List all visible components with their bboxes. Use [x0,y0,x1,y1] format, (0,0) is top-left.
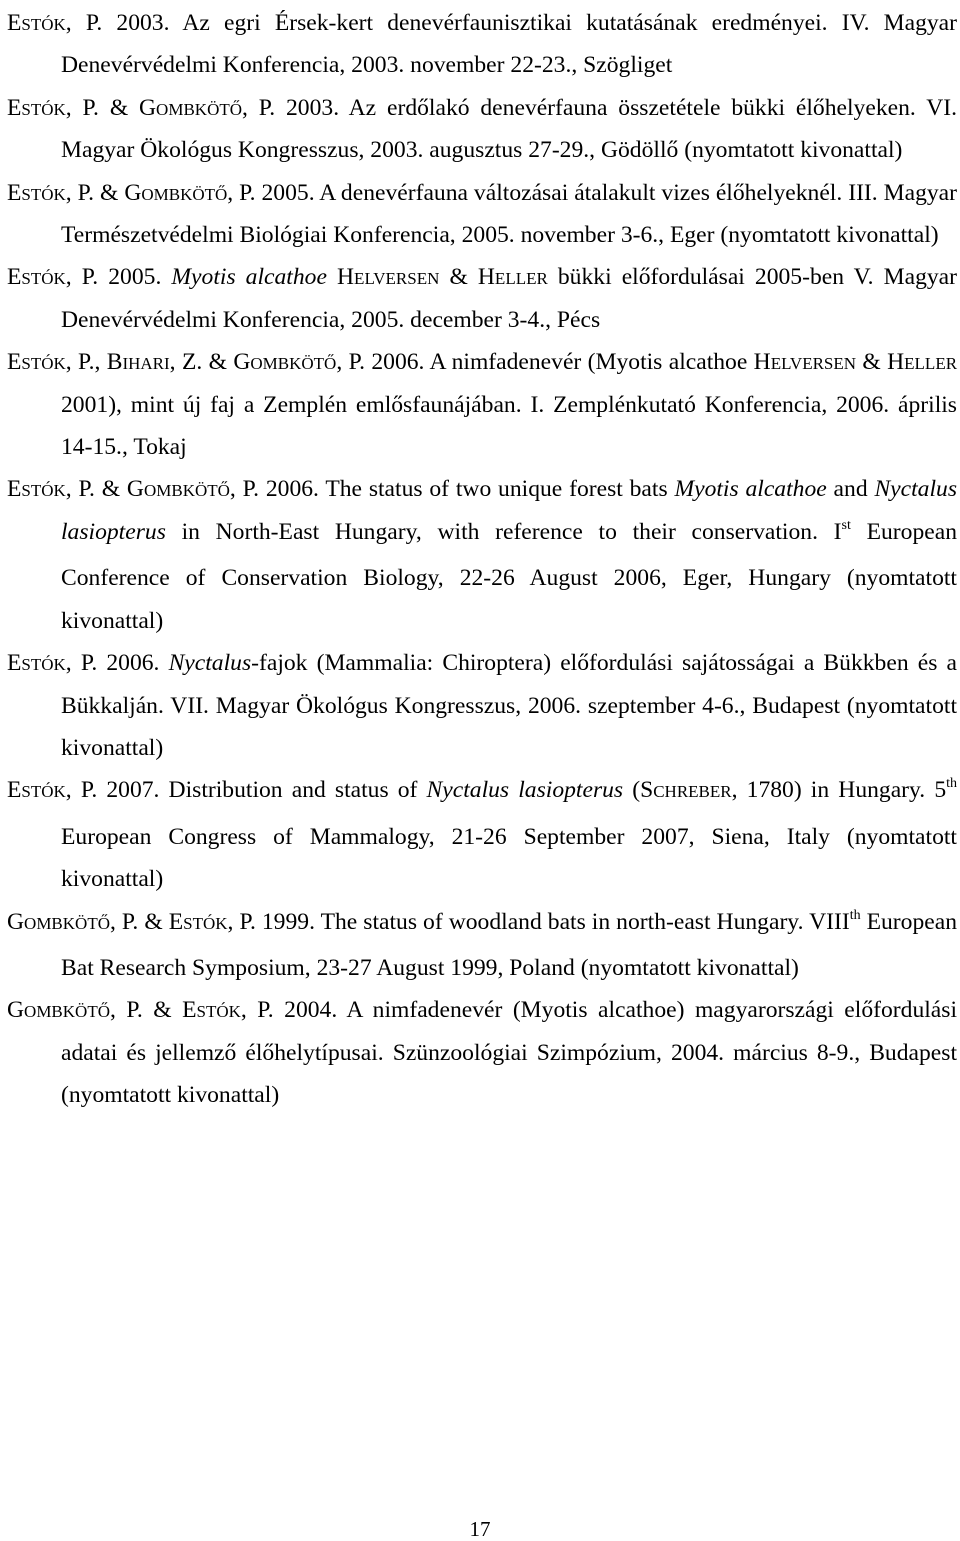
reference-text: European Conference of Conservation Biology, 22-26 August 2006, Eger, Hungary (nyomtatott kivonattal) [61,518,957,634]
reference-text: 1999. The status of woodland bats in north-east Hungary. VIII [255,908,850,935]
reference-text: & [439,264,478,291]
reference-text: in North-East Hungary, with reference to their conservation. I [165,518,842,545]
descriptor-name: Heller [477,264,548,291]
author-name: Estók, P. [7,349,95,376]
genus-name: Nyctalus [168,650,252,677]
author-name: Estók, P. [7,476,95,503]
reference-list [7,2,957,1117]
species-name: Nyctalus lasiopterus [61,476,958,545]
reference-text: 2005. [98,264,172,291]
author-name: Estók, P. [7,777,98,804]
reference-entry [7,642,957,769]
reference-text: & [202,349,234,376]
ordinal-superscript: th [849,907,861,923]
reference-text: & [94,179,125,206]
reference-text: bükki előfordulásai 2005-ben V. Magyar Denevérvédelmi Konferencia, 2005. december 3-4., Pécs [61,264,958,333]
author-name: Estók, P. [168,908,256,935]
descriptor-name: Helversen [753,349,857,376]
reference-text: 2004. A nimfadenevér (Myotis alcathoe) magyarországi előfordulási adatai és jellemző élőhelytípusai. Szünzoológiai Szimpózium, 2004. március 8-9., Budapest (nyomtatott kivonattal) [61,997,958,1109]
reference-text: 2005. A denevérfauna változásai átalakult vizes élőhelyeknél. III. Magyar Természetvédelmi Biológiai Konferencia, 2005. november 3-6., Eger (nyomtatott kivonattal) [61,179,957,249]
reference-entry [7,468,957,642]
author-name: Gombkötő, P. [233,349,365,376]
descriptor-name: Helversen [337,264,440,291]
ordinal-superscript: th [946,776,958,792]
reference-text [327,264,337,290]
descriptor-name: Schreber [640,777,732,804]
reference-entry [7,901,957,990]
author-name: Estók, P. [7,264,99,291]
reference-text: European Bat Research Symposium, 23-27 August 1999, Poland (nyomtatott kivonattal) [61,908,958,981]
reference-text: ( [623,777,641,804]
author-name: Gombkötő, P. [124,179,256,206]
reference-entry [7,87,957,172]
author-name: Gombkötő, P. [139,94,276,121]
ordinal-superscript: st [841,517,851,533]
page-number: 17 [469,1517,491,1541]
reference-text: 2003. Az erdőlakó denevérfauna összetétele bükki élőhelyeken. VI. Magyar Ökológus Kongresszus, 2003. augusztus 27-29., Gödöllő (nyomtatott kivonattal) [61,94,958,164]
reference-text: & [138,908,169,935]
descriptor-name: Heller [887,349,958,376]
reference-text: & [142,997,183,1024]
author-name: Estók, P. [7,650,98,677]
author-name: Estók, P. [182,997,274,1024]
reference-entry [7,989,957,1116]
reference-entry [7,256,957,341]
author-name: Gombkötő, P. [126,476,260,503]
author-name: Gombkötő, P. [7,997,143,1024]
reference-text: European Congress of Mammalogy, 21-26 September 2007, Siena, Italy (nyomtatott kivonattal) [61,823,957,893]
author-name: Estók, P. [7,94,99,121]
author-name: Estók, P. [7,179,95,206]
reference-entry [7,341,957,468]
species-name: Nyctalus lasiopterus [426,777,624,804]
reference-text: and [826,476,875,503]
species-name: Myotis alcathoe [171,264,327,291]
reference-text: -fajok (Mammalia: Chiroptera) előfordulási sajátosságai a Bükkben és a Bükkalján. VII. Magyar Ökológus Kongresszus, 2006. szeptember 4-6., Budapest (nyomtatott kivonattal) [61,650,957,761]
author-name: Bihari, Z. [106,349,203,376]
species-name: Myotis alcathoe [674,476,827,503]
reference-text: 2006. [97,650,169,677]
reference-text: & [94,476,127,503]
reference-text: & [856,349,888,376]
reference-text: , 1780) in Hungary. 5 [731,777,947,804]
reference-entry [7,769,957,900]
reference-text: & [98,94,140,121]
reference-text: 2001), mint új faj a Zemplén emlősfaunájában. I. Zemplénkutató Konferencia, 2006. április 14-15., Tokaj [61,391,957,461]
reference-text: 2006. A nimfadenevér (Myotis alcathoe [365,349,754,376]
reference-text: , [94,349,107,376]
reference-entry [7,2,957,87]
reference-entry [7,172,957,257]
author-name: Gombkötő, P. [7,908,139,935]
reference-text: 2007. Distribution and status of [97,777,427,804]
reference-text: 2006. The status of two unique forest bats [259,476,675,503]
reference-text: 2003. Az egri Érsek-kert denevérfaunisztikai kutatásának eredményei. IV. Magyar Denevérvédelmi Konferencia, 2003. november 22-23., Szögliget [61,10,957,79]
author-name: Estók, P. [7,10,103,36]
